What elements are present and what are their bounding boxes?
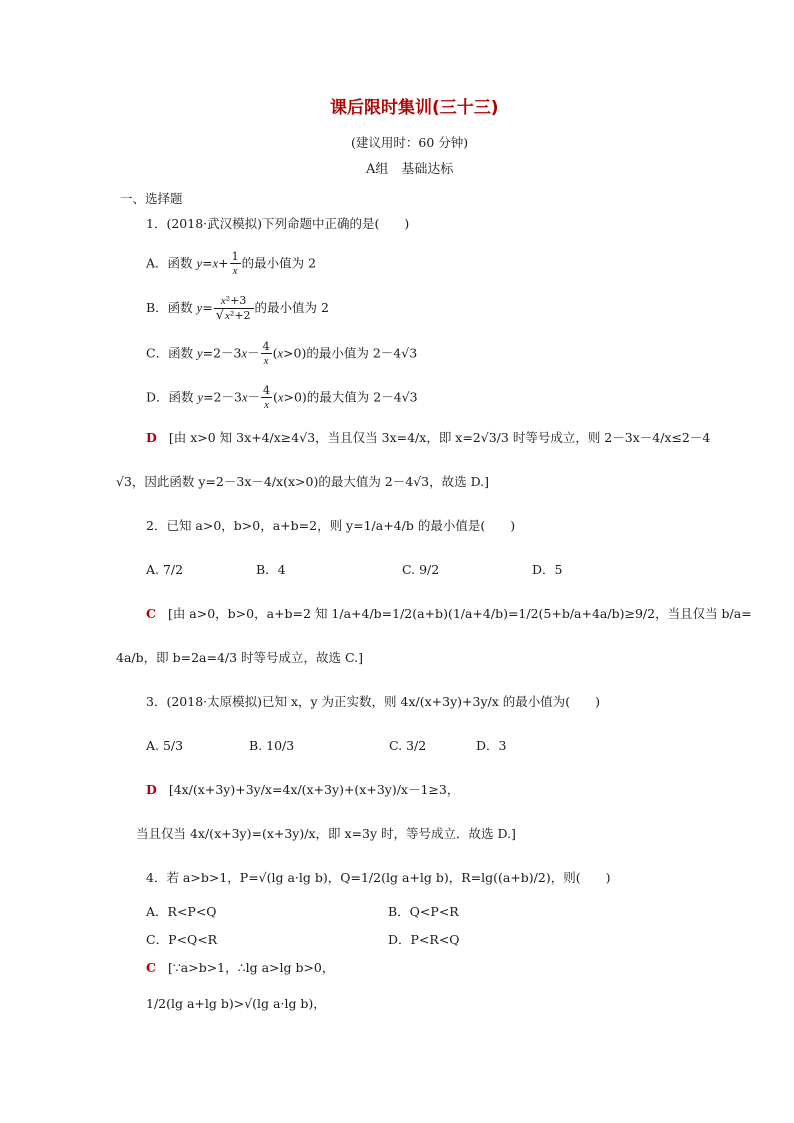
q2-option-c: C. 9/2 xyxy=(402,562,440,577)
q1-explanation-line2: √3，因此函数 y=2－3x－4/x(x>0)的最大值为 2－4√3，故选 D.] xyxy=(116,474,490,489)
q3-answer-letter: D xyxy=(146,782,157,797)
q1-option-a: A．函数 y=x+ $\frac{1}{x}$ 的最小值为 2 xyxy=(146,250,317,277)
q2-stem: 2．已知 a>0，b>0，a+b=2，则 y=1/a+4/b 的最小值是( ) xyxy=(146,518,516,533)
q2-explanation-line1 xyxy=(146,606,752,622)
q4-explanation-line2: 1/2(lg a+lg b)>√(lg a·lg b)， xyxy=(146,996,326,1011)
q3-option-d: D．3 xyxy=(476,738,507,753)
q3-explain-1: [4x/(x+3y)+3y/x=4x/(x+3y)+(x+3y)/x－1≥3， xyxy=(168,782,460,797)
q1-option-c: C．函数 y=2－3x－ $\frac{4}{x}$ (x>0)的最小值为 2－4√3 xyxy=(146,340,418,367)
q4-option-c: C．P<Q<R xyxy=(146,932,218,947)
q4-answer-letter: C xyxy=(146,960,156,975)
q2-option-d: D．5 xyxy=(532,562,563,577)
q1-b-prefix: B．函数 xyxy=(146,300,197,315)
q3-option-c: C. 3/2 xyxy=(389,738,427,753)
q2-option-b: B．4 xyxy=(256,562,286,577)
q1-c-suffix: 的最小值为 2－4√3 xyxy=(306,345,418,361)
q3-explanation-line2: 当且仅当 4x/(x+3y)=(x+3y)/x，即 x=3y 时，等号成立．故选 D.] xyxy=(136,826,516,841)
q1-b-suffix: 的最小值为 2 xyxy=(254,300,329,315)
q2-explain-1: [由 a>0，b>0，a+b=2 知 1/a+4/b=1/2(a+b)(1/a+4/b)=1/2(5+b/a+4a/b)≥9/2，当且仅当 b/a= xyxy=(167,606,752,621)
q1-d-suffix: 的最大值为 2－4√3 xyxy=(306,389,418,405)
group-heading: A组 基础达标 xyxy=(366,162,454,177)
q3-explanation-line1 xyxy=(146,782,459,798)
q4-option-b: B．Q<P<R xyxy=(388,904,459,919)
q2-answer-letter: C xyxy=(146,606,156,621)
q4-explanation-line1 xyxy=(146,960,334,976)
q3-option-a: A. 5/3 xyxy=(146,738,184,753)
q4-stem: 4．若 a>b>1，P=√(lg a·lg b)，Q=1/2(lg a+lg b)，R=lg((a+b)/2)，则( ) xyxy=(146,870,611,885)
q3-option-b: B. 10/3 xyxy=(249,738,295,753)
q4-explain-1: [∵a>b>1，∴lg a>lg b>0， xyxy=(167,960,335,975)
time-note: (建议用时：60 分钟) xyxy=(351,135,469,150)
q1-option-d: D．函数 y=2－3x－ $\frac{4}{x}$ (x>0)的最大值为 2－4√3 xyxy=(146,384,418,411)
q4-option-a: A．R<P<Q xyxy=(146,904,217,919)
q4-option-d: D．P<R<Q xyxy=(388,932,460,947)
q1-a-suffix: 的最小值为 2 xyxy=(241,255,317,271)
q2-explanation-line2: 4a/b，即 b=2a=4/3 时等号成立，故选 C.] xyxy=(116,650,363,665)
q1-a-prefix: A．函数 xyxy=(146,255,197,271)
q1-answer-letter: D xyxy=(146,430,157,445)
q1-c-prefix: C．函数 xyxy=(146,345,198,361)
q1-stem: 1．(2018·武汉模拟)下列命题中正确的是( ) xyxy=(146,216,410,231)
q2-option-a: A. 7/2 xyxy=(146,562,184,577)
section-title: 一、选择题 xyxy=(120,191,183,206)
q1-option-b: B．函数 y= $\frac{\text{x²+3}}{\text{√x²+2}}$ 的最小值为 2 xyxy=(146,294,329,323)
page-title: 课后限时集训(三十三) xyxy=(330,98,499,118)
q1-d-prefix: D．函数 xyxy=(146,389,198,405)
q1-explanation-line1 xyxy=(146,430,710,446)
q3-stem: 3．(2018·太原模拟)已知 x，y 为正实数，则 4x/(x+3y)+3y/x 的最小值为( ) xyxy=(146,694,601,709)
q1-explain-1: [由 x>0 知 3x+4/x≥4√3，当且仅当 3x=4/x，即 x=2√3/3 时等号成立，则 2－3x－4/x≤2－4 xyxy=(168,430,711,445)
